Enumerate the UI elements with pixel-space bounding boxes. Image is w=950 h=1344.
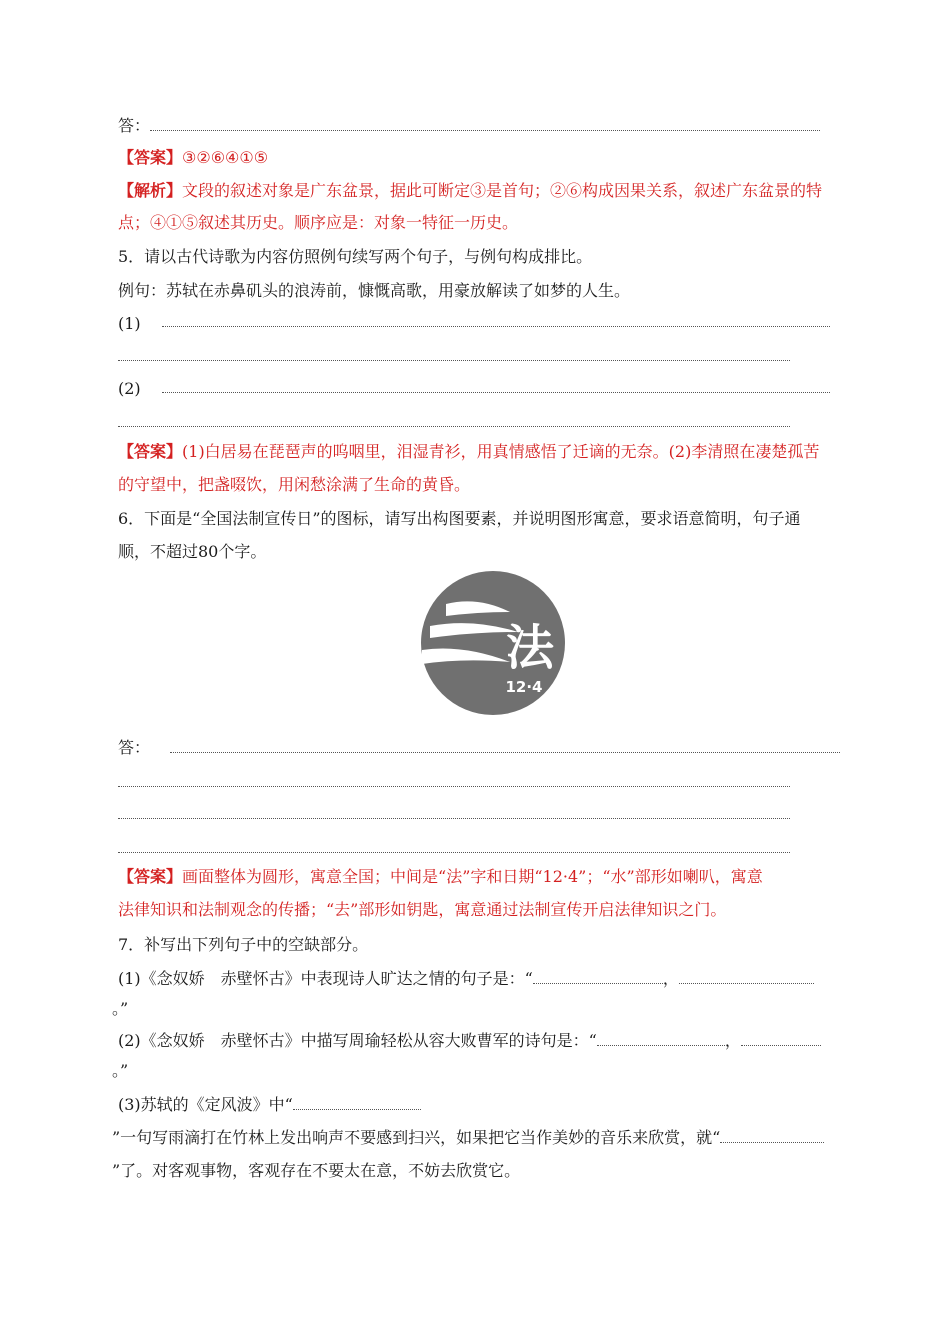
logo-date: 12·4 <box>505 678 543 696</box>
q4-answer-prompt: 答： <box>118 116 151 135</box>
q7-item2-comma: ， <box>724 1031 741 1050</box>
q4-answer-line <box>118 115 820 137</box>
q5-example: 例句：苏轼在赤鼻矶头的浪涛前，慷慨高歌，用豪放解读了如梦的人生。 <box>118 281 631 300</box>
q6-answer-prompt: 答： <box>118 738 151 757</box>
q5-blank1-line2[interactable] <box>118 360 790 361</box>
q4-analysis-line1 <box>118 180 822 202</box>
q4-answer-blank[interactable] <box>150 116 820 131</box>
q5-blank2-line1[interactable] <box>162 392 830 393</box>
q7-item2-blank1[interactable] <box>597 1031 725 1046</box>
law-day-logo <box>418 568 568 718</box>
q5-blank2-label: (2) <box>118 379 141 398</box>
q7-item1-end: 。” <box>112 999 129 1018</box>
q7-item3 <box>118 1094 421 1116</box>
q5-blank1-line1[interactable] <box>162 326 830 327</box>
q5-answer-line2: 的守望中，把盏啜饮，用闲愁涂满了生命的黄昏。 <box>118 475 471 494</box>
q5-answer-tag: 【答案】 <box>118 442 183 461</box>
q7-item3-line2 <box>112 1127 824 1149</box>
q4-analysis-line2: 点；④①⑤叙述其历史。顺序应是：对象一特征一历史。 <box>118 213 519 232</box>
q6-answer-blank1[interactable] <box>170 752 840 753</box>
q5-blank1-label: (1) <box>118 314 141 333</box>
q6-answer-blank2[interactable] <box>118 786 790 787</box>
q6-question-line2: 顺，不超过80个字。 <box>118 542 267 561</box>
q7-item1 <box>118 968 814 990</box>
q6-answer-blank4[interactable] <box>118 852 790 853</box>
q4-analysis-text1: 文段的叙述对象是广东盆景，据此可断定③是首句；②⑥构成因果关系，叙述广东盆景的特 <box>182 181 823 200</box>
q6-answer-line1 <box>118 866 763 888</box>
q6-answer-tag: 【答案】 <box>118 867 183 886</box>
q4-analysis-tag: 【解析】 <box>118 181 183 200</box>
q7-item1-comma: ， <box>662 969 679 988</box>
q5-answer-text1: (1)白居易在琵琶声的呜咽里，泪湿青衫，用真情感悟了迁谪的无奈。(2)李清照在凄楚孤苦 <box>182 442 820 461</box>
q7-item1-blank1[interactable] <box>533 969 663 984</box>
q7-question: 7．补写出下列句子中的空缺部分。 <box>118 935 369 954</box>
q6-answer-line <box>118 737 150 759</box>
q4-answer <box>118 147 268 169</box>
q6-answer-text1: 画面整体为圆形，寓意全国；中间是“法”字和日期“12·4”；“水”部形如喇叭，寓意 <box>182 867 763 886</box>
q7-item2-text: (2)《念奴娇 赤壁怀古》中描写周瑜轻松从容大败曹军的诗句是：“ <box>118 1031 597 1050</box>
q4-answer-tag: 【答案】 <box>118 148 183 167</box>
q7-item2-blank2[interactable] <box>741 1031 821 1046</box>
q6-answer-blank3[interactable] <box>118 818 790 819</box>
q7-item1-blank2[interactable] <box>679 969 814 984</box>
q7-item2 <box>118 1030 821 1052</box>
q5-question: 5．请以古代诗歌为内容仿照例句续写两个句子，与例句构成排比。 <box>118 247 593 266</box>
q4-answer-text: ③②⑥④①⑤ <box>182 148 269 167</box>
q7-item2-end: 。” <box>112 1061 129 1080</box>
q7-item1-text: (1)《念奴娇 赤壁怀古》中表现诗人旷达之情的句子是：“ <box>118 969 533 988</box>
q5-answer-line1 <box>118 441 819 463</box>
q5-blank2-line2[interactable] <box>118 426 790 427</box>
q7-item3-blank2[interactable] <box>720 1128 824 1143</box>
logo-law-char: 法 <box>505 620 555 676</box>
q6-answer-line2: 法律知识和法制观念的传播；“去”部形如钥匙，寓意通过法制宣传开启法律知识之门。 <box>118 900 727 919</box>
q7-item3-blank1[interactable] <box>293 1095 421 1110</box>
q6-question-line1: 6．下面是“全国法制宣传日”的图标，请写出构图要素，并说明图形寓意，要求语意简明，句子通 <box>118 509 801 528</box>
q7-item3-text: (3)苏轼的《定风波》中“ <box>118 1095 293 1114</box>
q7-item3-text2: ”一句写雨滴打在竹林上发出响声不要感到扫兴，如果把它当作美妙的音乐来欣赏，就“ <box>112 1128 721 1147</box>
q7-item3-line3: ”了。对客观事物，客观存在不要太在意，不妨去欣赏它。 <box>112 1161 521 1180</box>
